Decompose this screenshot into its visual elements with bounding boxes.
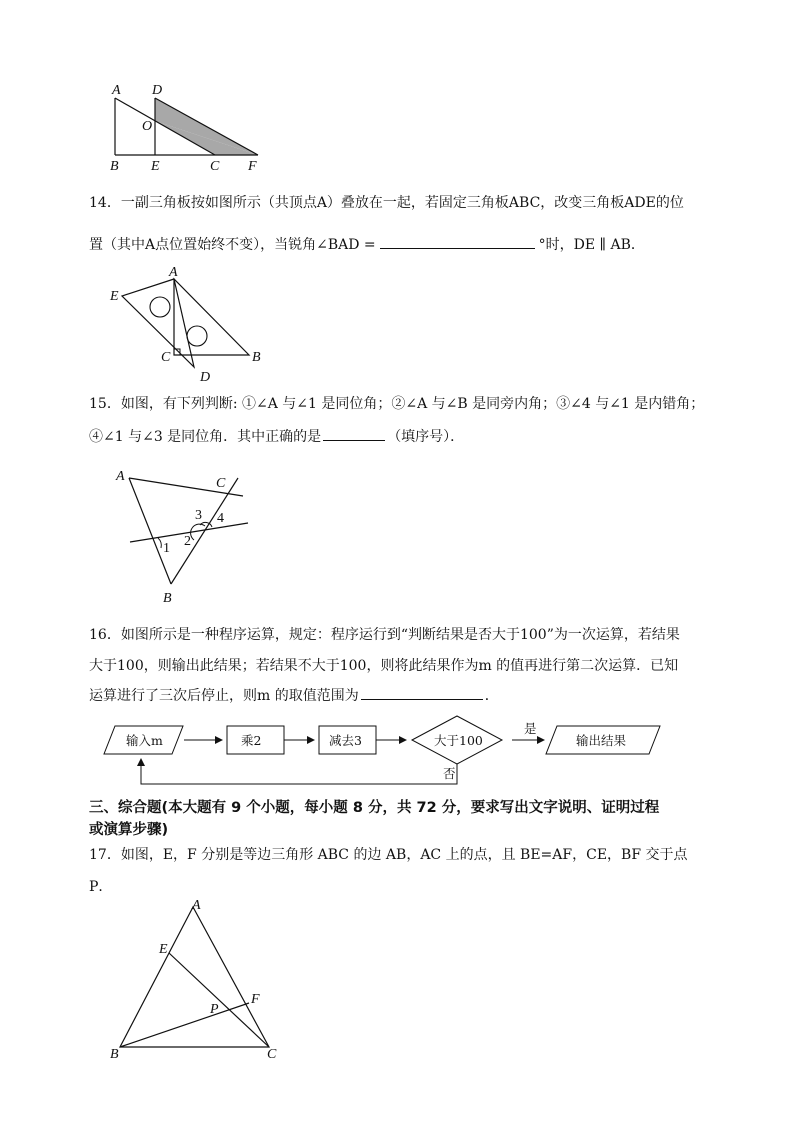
q16-answer-blank[interactable]: [361, 698, 483, 700]
flow-subtract-text: 减去3: [329, 733, 362, 748]
label-1: 1: [163, 541, 170, 556]
flow-input-text: 输入m: [126, 733, 163, 748]
label-3: 3: [195, 508, 202, 523]
flow-multiply-text: 乘2: [241, 733, 262, 748]
label-B: B: [163, 591, 172, 606]
label-4: 4: [217, 511, 224, 526]
q16-line3-pre: 运算进行了三次后停止，则m 的取值范围为: [89, 688, 359, 704]
figure-q17: [104, 895, 289, 1065]
q15-line2-pre: ④∠1 与∠3 是同位角．其中正确的是: [89, 429, 322, 445]
label-P: P: [210, 1002, 219, 1017]
q14-line2-post: °时，DE ∥ AB．: [538, 237, 645, 253]
label-B: B: [110, 159, 119, 173]
q14-answer-blank[interactable]: [380, 247, 535, 249]
q14-line1: 14．一副三角板按如图所示（共顶点A）叠放在一起，若固定三角板ABC，改变三角板ADE的位: [89, 195, 684, 211]
label-D: D: [200, 370, 211, 385]
label-E: E: [110, 289, 119, 304]
figure-q14: [104, 262, 274, 387]
label-A: A: [169, 265, 178, 280]
q16-line2: 大于100，则输出此结果；若结果不大于100，则将此结果作为m 的值再进行第二次运算．已知: [89, 658, 679, 674]
q15-line1: 15．如图，有下列判断: ①∠A 与∠1 是同位角；②∠A 与∠B 是同旁内角；③∠4 与∠1 是内错角；: [89, 396, 705, 412]
q15-answer-blank[interactable]: [323, 439, 385, 441]
q15-line2: [89, 426, 464, 446]
q14-line2-pre: 置（其中A点位置始终不变），当锐角∠BAD =: [89, 237, 376, 253]
label-E: E: [159, 942, 168, 957]
label-F: F: [248, 159, 257, 173]
q15-line2-post: （填序号）．: [387, 429, 465, 445]
label-2: 2: [184, 534, 191, 549]
section3-heading-line2: 或演算步骤): [89, 822, 169, 838]
label-F: F: [251, 992, 260, 1007]
label-D: D: [152, 83, 163, 98]
label-C: C: [161, 350, 171, 365]
q16-line3-post: ．: [484, 688, 499, 704]
q16-line3: [89, 685, 499, 705]
section3-heading-line1: 三、综合题(本大题有 9 个小题，每小题 8 分，共 72 分，要求写出文字说明、证明过程: [89, 800, 660, 816]
label-C: C: [210, 159, 220, 173]
label-B: B: [110, 1047, 119, 1062]
flow-output-text: 输出结果: [576, 733, 627, 748]
label-C: C: [267, 1047, 277, 1062]
q17-line2: P．: [89, 879, 113, 895]
label-E: E: [151, 159, 160, 173]
flow-no-label: 否: [443, 766, 456, 781]
figure-q13: [100, 78, 270, 173]
label-B: B: [252, 350, 261, 365]
label-A: A: [192, 898, 201, 913]
label-C: C: [216, 476, 226, 491]
label-O: O: [142, 119, 153, 134]
q14-line2: [89, 234, 645, 254]
q16-line1: 16．如图所示是一种程序运算，规定：程序运行到“判断结果是否大于100”为一次运算，若结果: [89, 627, 680, 643]
label-A: A: [112, 83, 121, 98]
flowchart-q16: [100, 713, 670, 788]
flow-decision-text: 大于100: [434, 733, 483, 748]
figure-q15: [108, 460, 253, 610]
q17-line1: 17．如图，E，F 分别是等边三角形 ABC 的边 AB，AC 上的点，且 BE=AF，CE，BF 交于点: [89, 847, 688, 863]
flow-yes-label: 是: [524, 721, 537, 736]
label-A: A: [116, 469, 125, 484]
